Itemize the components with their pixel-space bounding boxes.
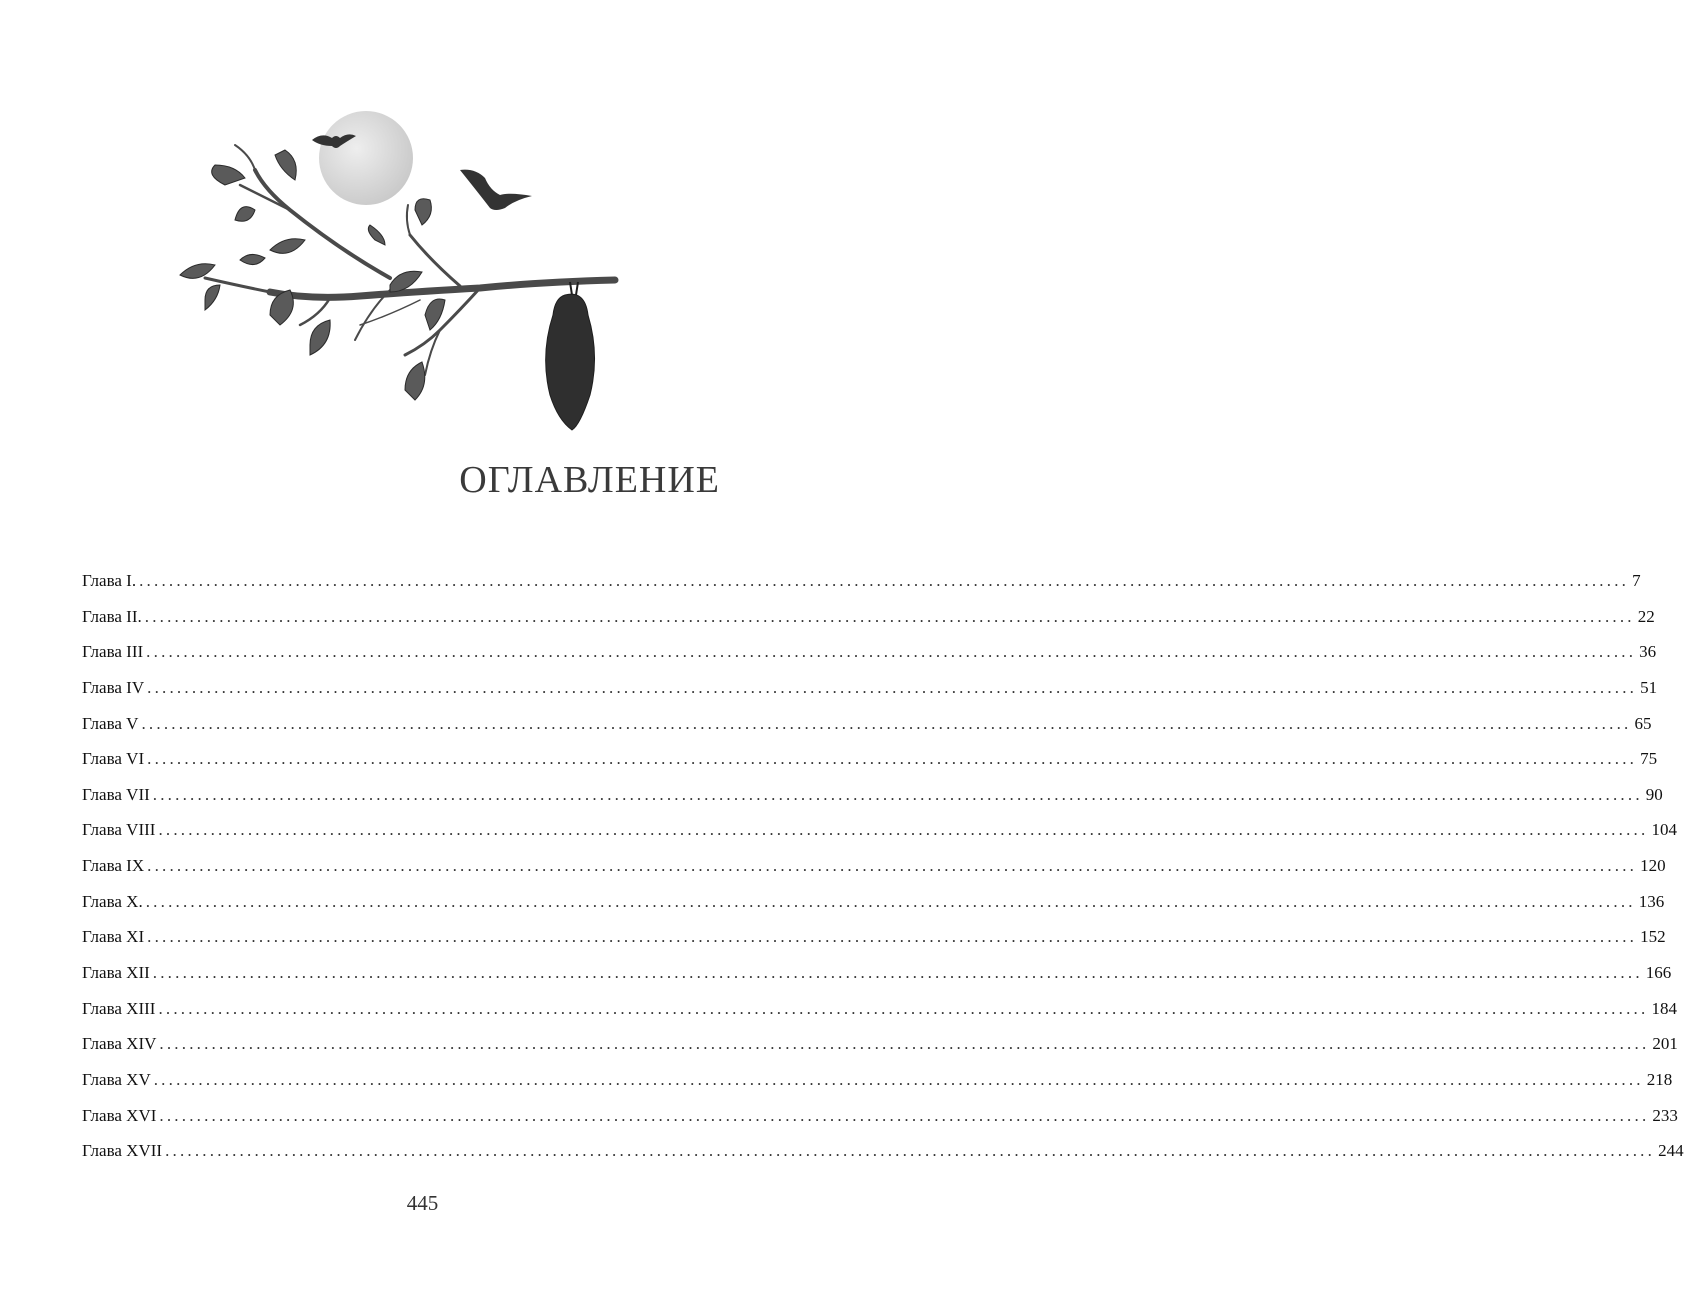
toc-entry-label: Глава XIV — [82, 1034, 157, 1054]
dot-leader: ........................................................................................................................................................................................................ — [165, 1141, 1656, 1161]
toc-entry[interactable] — [82, 784, 1663, 821]
toc-entry-page: 90 — [1645, 784, 1663, 804]
dot-leader: ........................................................................................................................................................................................................ — [146, 642, 1637, 662]
dot-leader: ........................................................................................................................................................................................................ — [159, 1034, 1650, 1054]
toc-entry[interactable] — [82, 1034, 1678, 1070]
toc-entry-label: Глава XIII — [82, 998, 156, 1018]
toc-entry-page: 218 — [1646, 1069, 1673, 1089]
moon-icon — [319, 111, 413, 205]
toc-entry-label: Глава IX — [82, 856, 145, 876]
dot-leader: ........................................................................................................................................................................................................ — [152, 784, 1643, 804]
toc-entry-label: Глава II. — [82, 606, 142, 626]
toc-entry-label: Глава X. — [82, 891, 143, 911]
toc-entry-label: Глава XVI — [82, 1105, 157, 1125]
toc-entry-label: Глава XVII — [82, 1141, 163, 1161]
toc-entry-page: 136 — [1638, 891, 1665, 911]
toc-entry-page: 120 — [1640, 856, 1666, 876]
toc-entry[interactable] — [82, 606, 1655, 643]
toc-entry-page: 75 — [1640, 749, 1658, 769]
toc-entry-page: 65 — [1634, 713, 1652, 733]
toc-entry[interactable] — [82, 1141, 1684, 1177]
toc-entry-label: Глава III — [82, 642, 144, 662]
toc-entry-page: 166 — [1645, 963, 1672, 983]
toc-entry[interactable] — [82, 891, 1665, 928]
hanging-bat-icon — [546, 282, 595, 430]
toc-entry-page: 51 — [1640, 677, 1658, 697]
toc-entry-label: Глава XII — [82, 963, 150, 983]
dot-leader: ........................................................................................................................................................................................................ — [141, 713, 1632, 733]
dot-leader: ........................................................................................................................................................................................................ — [147, 749, 1638, 769]
toc-entry-label: Глава VIII — [82, 820, 156, 840]
dot-leader: ........................................................................................................................................................................................................ — [147, 856, 1638, 876]
dot-leader: ........................................................................................................................................................................................................ — [159, 1105, 1650, 1125]
toc-entry-page: 244 — [1658, 1141, 1684, 1161]
flying-bat-icon — [460, 170, 532, 210]
toc-entry-label: Глава V — [82, 713, 139, 733]
toc-entry[interactable] — [82, 998, 1677, 1035]
toc-entry[interactable] — [82, 820, 1677, 856]
page-title: ОГЛАВЛЕНИЕ — [459, 459, 720, 501]
table-of-contents — [82, 571, 1684, 1177]
toc-entry-label: Глава XV — [82, 1069, 151, 1089]
toc-entry-page: 233 — [1652, 1105, 1678, 1125]
toc-entry[interactable] — [82, 1105, 1678, 1142]
dot-leader: ........................................................................................................................................................................................................ — [147, 677, 1638, 697]
toc-entry-page: 36 — [1639, 642, 1657, 662]
page-number: 445 — [406, 1191, 439, 1215]
toc-entry[interactable] — [82, 1069, 1673, 1106]
dot-leader: ........................................................................................................................................................................................................ — [144, 606, 1635, 626]
dot-leader: ........................................................................................................................................................................................................ — [139, 571, 1630, 590]
toc-entry-label: Глава I. — [82, 571, 137, 590]
toc-entry-page: 22 — [1637, 606, 1655, 626]
toc-entry-label: Глава VII — [82, 784, 150, 804]
toc-entry[interactable] — [82, 927, 1666, 963]
toc-entry[interactable] — [82, 713, 1652, 750]
toc-entry-label: Глава XI — [82, 927, 145, 947]
toc-entry[interactable] — [82, 749, 1658, 785]
toc-entry[interactable] — [82, 642, 1657, 678]
toc-entry-label: Глава VI — [82, 749, 145, 769]
dot-leader: ........................................................................................................................................................................................................ — [158, 820, 1649, 840]
dot-leader: ........................................................................................................................................................................................................ — [147, 927, 1638, 947]
toc-entry[interactable] — [82, 963, 1672, 999]
dot-leader: ........................................................................................................................................................................................................ — [153, 1069, 1644, 1089]
toc-entry-page: 184 — [1651, 998, 1677, 1018]
toc-entry[interactable] — [82, 677, 1658, 714]
toc-entry-page: 7 — [1632, 571, 1641, 590]
toc-entry-page: 152 — [1640, 927, 1666, 947]
dot-leader: ........................................................................................................................................................................................................ — [152, 963, 1643, 983]
dot-leader: ........................................................................................................................................................................................................ — [158, 998, 1649, 1018]
toc-entry-page: 201 — [1652, 1034, 1678, 1054]
toc-entry-label: Глава IV — [82, 677, 145, 697]
leaves-icon — [180, 150, 445, 400]
dot-leader: ........................................................................................................................................................................................................ — [145, 891, 1636, 911]
toc-entry[interactable] — [82, 856, 1666, 892]
toc-entry-page: 104 — [1651, 820, 1677, 840]
branch-with-bats-illustration — [160, 100, 630, 445]
toc-entry[interactable] — [82, 571, 1641, 607]
